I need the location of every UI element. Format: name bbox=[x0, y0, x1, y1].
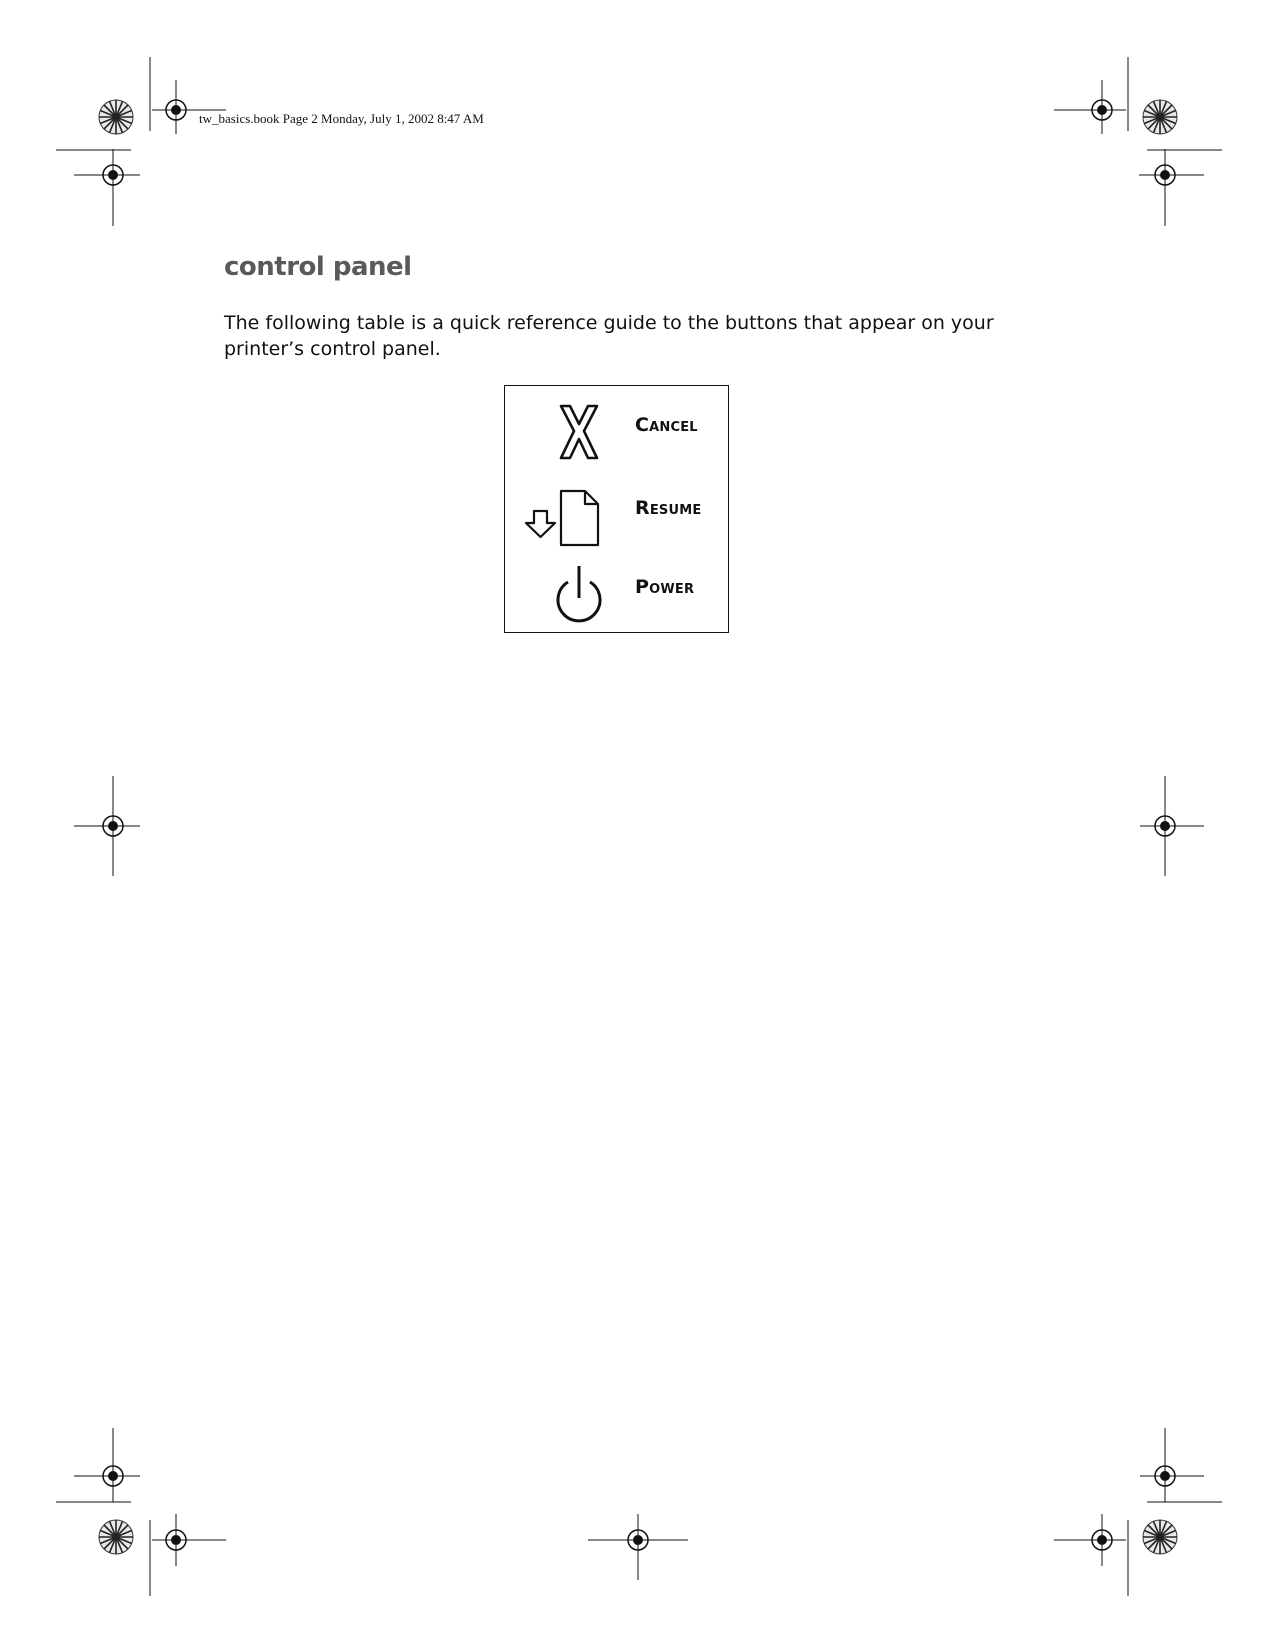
control-panel-table bbox=[504, 385, 729, 633]
registration-target-icon bbox=[1140, 1428, 1204, 1502]
control-panel-row-power bbox=[505, 554, 730, 630]
star-target-icon bbox=[1143, 1520, 1177, 1554]
registration-target-icon bbox=[152, 1514, 226, 1566]
cancel-x-icon bbox=[521, 392, 611, 468]
resume-label: Resume bbox=[635, 497, 702, 519]
cancel-label: Cancel bbox=[635, 414, 698, 436]
control-panel-row-cancel bbox=[505, 392, 730, 468]
registration-target-icon bbox=[588, 1514, 688, 1580]
registration-target-icon bbox=[1054, 80, 1126, 134]
power-icon bbox=[521, 554, 611, 630]
control-panel-row-resume bbox=[505, 475, 730, 551]
registration-target-icon bbox=[1140, 776, 1204, 876]
star-target-icon bbox=[99, 100, 133, 134]
star-target-icon bbox=[99, 1520, 133, 1554]
resume-arrow-page-icon bbox=[521, 475, 611, 551]
power-label: Power bbox=[635, 576, 695, 598]
registration-target-icon bbox=[74, 776, 140, 876]
registration-target-icon bbox=[74, 1428, 140, 1502]
star-target-icon bbox=[1143, 100, 1177, 134]
registration-target-icon bbox=[1054, 1514, 1126, 1566]
section-title: control panel bbox=[224, 252, 412, 282]
intro-paragraph: The following table is a quick reference guide to the buttons that appear on your printer’s control panel. bbox=[224, 312, 994, 360]
book-slug-header: tw_basics.book Page 2 Monday, July 1, 2002 8:47 AM bbox=[199, 111, 484, 126]
